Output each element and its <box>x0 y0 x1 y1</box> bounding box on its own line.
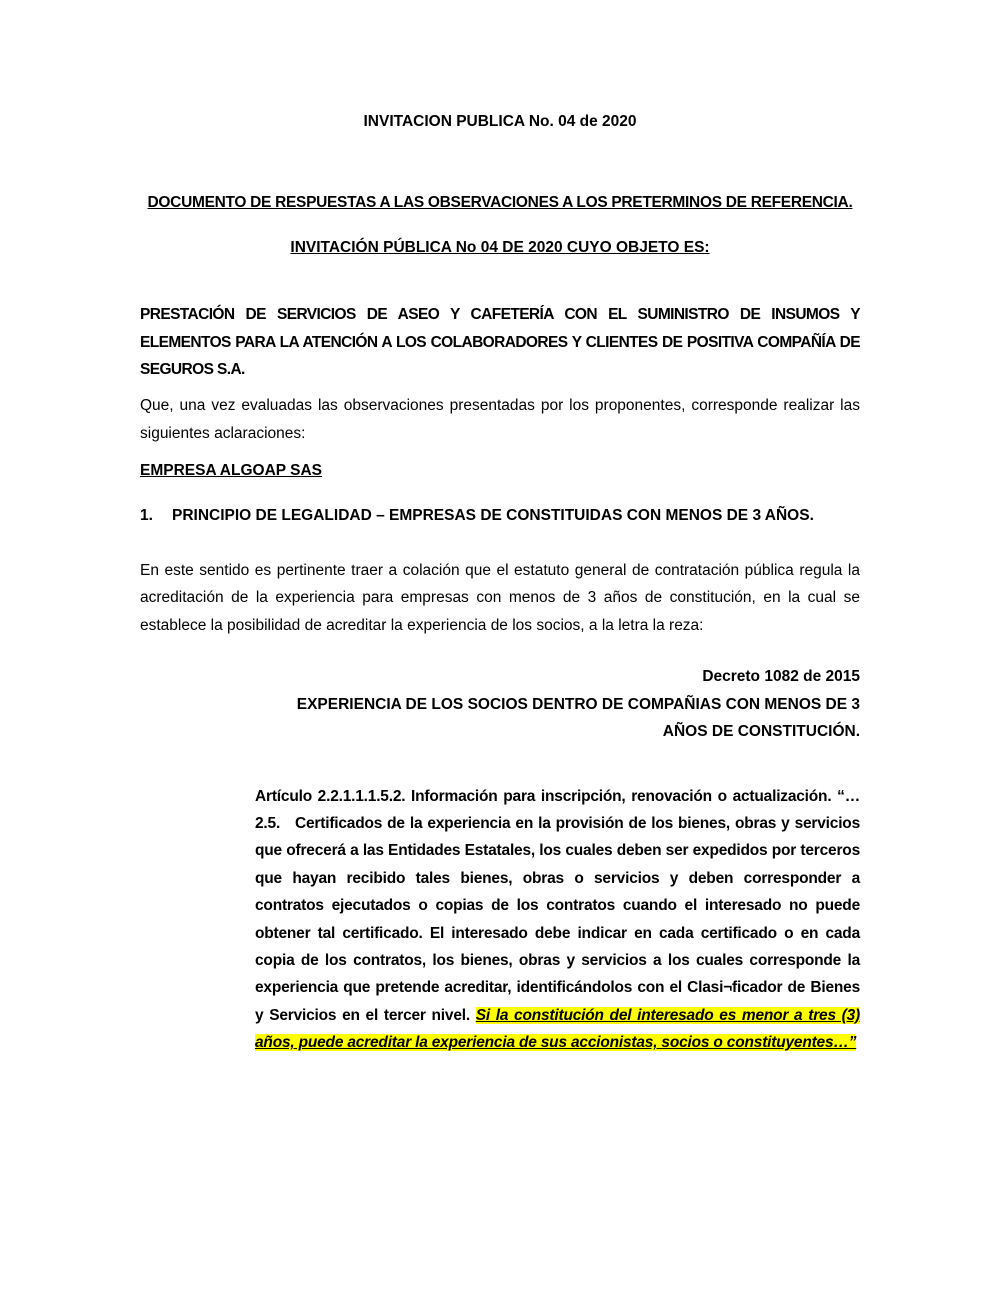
decree-line: AÑOS DE CONSTITUCIÓN. <box>662 723 860 741</box>
decree-line: EXPERIENCIA DE LOS SOCIOS DENTRO DE COMPAÑIAS CON MENOS DE 3 <box>296 695 860 713</box>
intro-paragraph: Que, una vez evaluadas las observaciones presentadas por los proponentes, corresponde realizar las siguientes aclaraciones: <box>140 397 860 442</box>
decree-block <box>140 663 860 745</box>
heading-invitacion-text: INVITACIÓN PÚBLICA No 04 DE 2020 CUYO OBJETO ES: <box>290 238 710 256</box>
decree-quote-paragraph <box>255 783 860 1057</box>
heading-invitacion <box>140 234 860 261</box>
decree-line: Decreto 1082 de 2015 <box>702 668 860 686</box>
decree-quote-highlighted-text: Si la constitución del interesado es menor a tres (3) años, puede acreditar la experiencia de sus accionistas, socios o constituyentes…” <box>255 1006 860 1052</box>
legal-paragraph: En este sentido es pertinente traer a colación que el estatuto general de contratación pública regula la acreditación de la experiencia para empresas con menos de 3 años de constitución, en la cual se establece la posibilidad de acreditar la experiencia de los socios, a la letra la reza: <box>140 562 860 634</box>
document-title: INVITACION PUBLICA No. 04 de 2020 <box>363 113 637 130</box>
company-heading-text: EMPRESA ALGOAP SAS <box>140 462 323 480</box>
numbered-heading-number: 1. <box>140 506 153 524</box>
object-paragraph: PRESTACIÓN DE SERVICIOS DE ASEO Y CAFETERÍA CON EL SUMINISTRO DE INSUMOS Y ELEMENTOS PARA LA ATENCIÓN A LOS COLABORADORES Y CLIENTES DE POSITIVA COMPAÑÍA DE SEGUROS S.A. <box>140 306 860 379</box>
company-heading <box>140 457 860 484</box>
numbered-heading <box>140 502 860 529</box>
document-content <box>140 0 860 1057</box>
numbered-heading-text: PRINCIPIO DE LEGALIDAD – EMPRESAS DE CONSTITUIDAS CON MENOS DE 3 AÑOS. <box>172 506 814 524</box>
heading-respuestas-text: DOCUMENTO DE RESPUESTAS A LAS OBSERVACIONES A LOS PRETERMINOS DE REFERENCIA. <box>147 194 853 212</box>
heading-respuestas <box>140 189 860 216</box>
decree-quote-text: Artículo 2.2.1.1.1.5.2. Información para inscripción, renovación o actualización. “…2.5. Certificados de la experiencia en la provisión de los bienes, obras y servicios que ofrecerá a las Entidades Estatales, los cuales deben ser expedidos por terceros que hayan recibido tales bienes, obras o servicios y deben corresponder a contratos ejecutados o copias de los contratos cuando el interesado no puede obtener tal certificado. El interesado debe indicar en cada certificado o en cada copia de los contratos, los bienes, obras y servicios a los cuales corresponde la experiencia que pretende acreditar, identificándolos con el Clasi¬ficador de Bienes y Servicios en el tercer nivel. <box>255 787 860 1024</box>
